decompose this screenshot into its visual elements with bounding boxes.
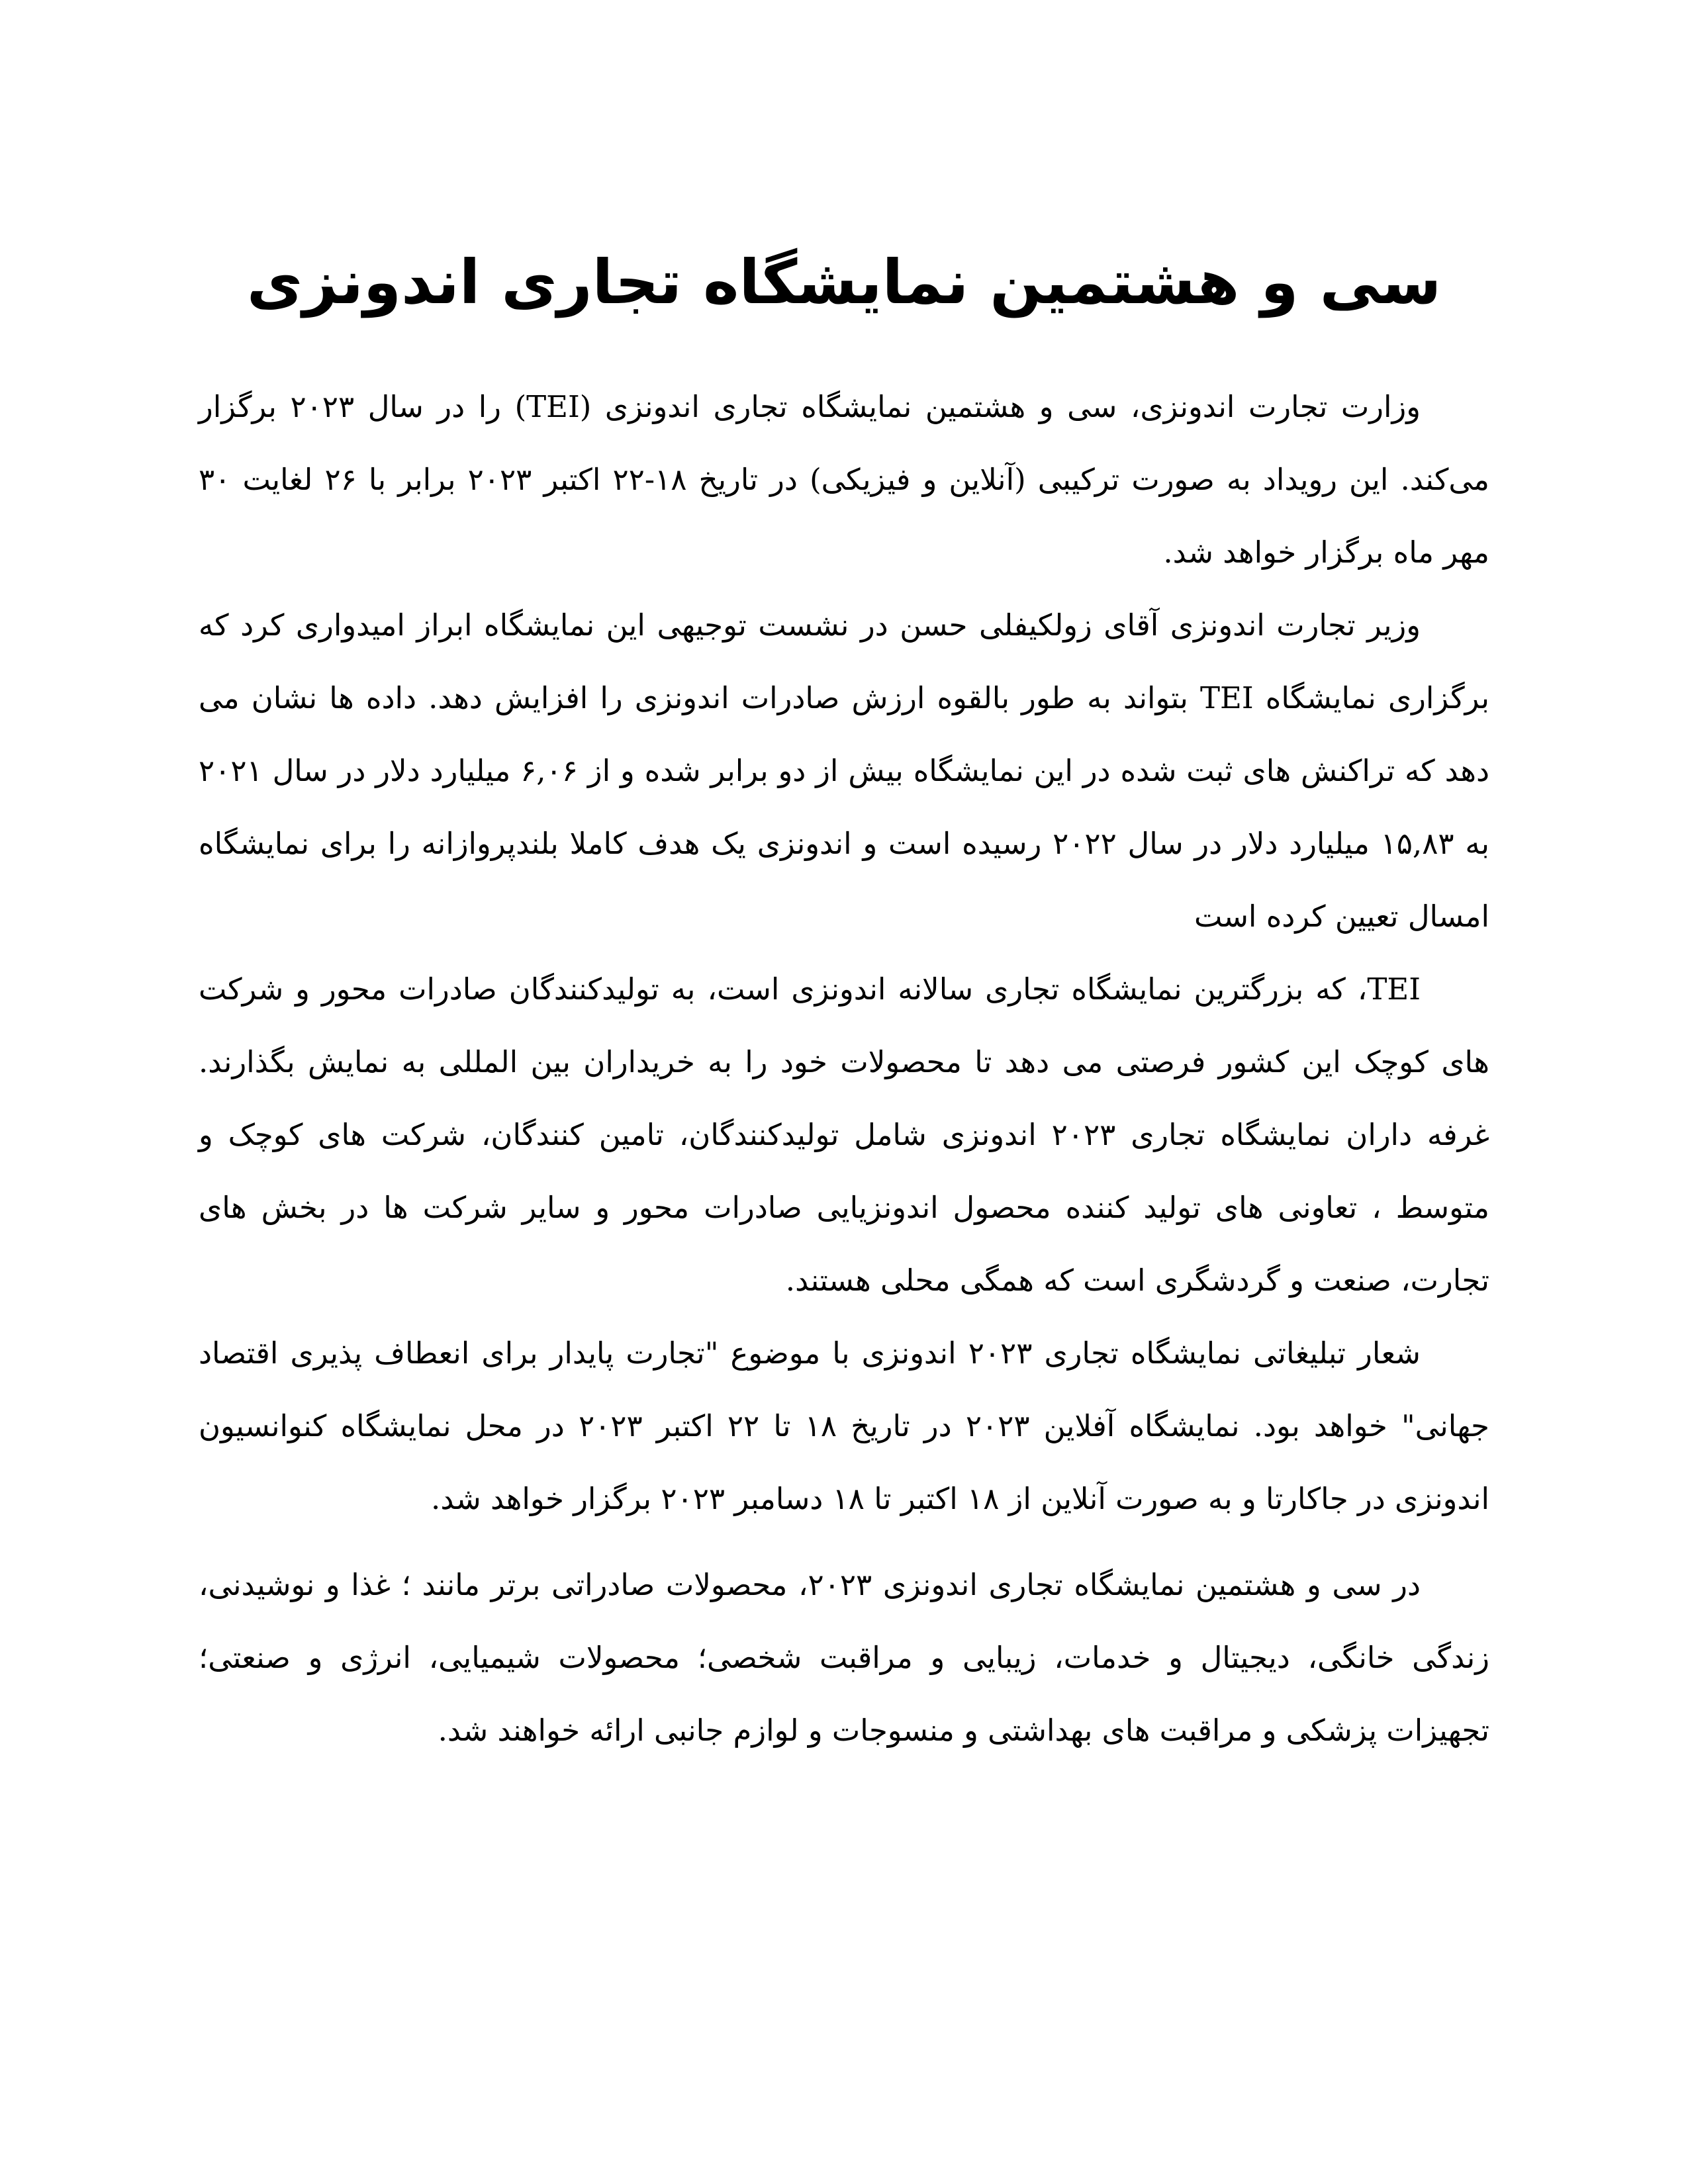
document-body (199, 371, 1489, 1767)
paragraph-1: وزارت تجارت اندونزی، سی و هشتمین نمایشگاه تجاری اندونزی (TEI) را در سال ۲۰۲۳ برگزار می‌کند. این رویداد به صورت ترکیبی (آنلاین و فیزیکی) در تاریخ ۱۸-۲۲ اکتبر ۲۰۲۳ برابر با ۲۶ لغایت ۳۰ مهر ماه برگزار خواهد شد. (199, 389, 1490, 570)
paragraph-5: در سی و هشتمین نمایشگاه تجاری اندونزی ۲۰۲۳، محصولات صادراتی برتر مانند ؛ غذا و نوشیدنی، زندگی خانگی، دیجیتال و خدمات، زیبایی و مراقبت شخصی؛ محصولات شیمیایی، انرژی و صنعتی؛ تجهیزات پزشکی و مراقبت های بهداشتی و منسوجات و لوازم جانبی ارائه خواهند شد. (199, 1567, 1489, 1748)
document-title: سی و هشتمین نمایشگاه تجاری اندونزی (246, 246, 1442, 318)
paragraph-3: TEI، که بزرگترین نمایشگاه تجاری سالانه اندونزی است، به تولیدکنندگان صادرات محور و شرکت های کوچک این کشور فرصتی می دهد تا محصولات خود را به خریداران بین المللی به نمایش بگذارند. غرفه داران نمایشگاه تجاری ۲۰۲۳ اندونزی شامل تولیدکنندگان، تامین کنندگان، شرکت های کوچک و متوسط ، تعاونی های تولید کننده محصول اندونزیایی صادرات محور و سایر شرکت ها در بخش های تجارت، صنعت و گردشگری است که همگی محلی هستند. (199, 972, 1489, 1298)
paragraph-2: وزیر تجارت اندونزی آقای زولکیفلی حسن در نشست توجیهی این نمایشگاه ابراز امیدواری کرد که برگزاری نمایشگاه TEI بتواند به طور بالقوه ارزش صادرات اندونزی را افزایش دهد. داده ها نشان می دهد که تراکنش های ثبت شده در این نمایشگاه بیش از دو برابر شده و از ۶,۰۶ میلیارد دلار در سال ۲۰۲۱ به ۱۵,۸۳ میلیارد دلار در سال ۲۰۲۲ رسیده است و اندونزی یک هدف کاملا بلندپروازانه را برای نمایشگاه امسال تعیین کرده است (199, 608, 1490, 934)
paragraph-4: شعار تبلیغاتی نمایشگاه تجاری ۲۰۲۳ اندونزی با موضوع "تجارت پایدار برای انعطاف پذیری اقتصاد جهانی" خواهد بود. نمایشگاه آفلاین ۲۰۲۳ در تاریخ ۱۸ تا ۲۲ اکتبر ۲۰۲۳ در محل نمایشگاه کنوانسیون اندونزی در جاکارتا و به صورت آنلاین از ۱۸ اکتبر تا ۱۸ دسامبر ۲۰۲۳ برگزار خواهد شد. (199, 1336, 1489, 1516)
